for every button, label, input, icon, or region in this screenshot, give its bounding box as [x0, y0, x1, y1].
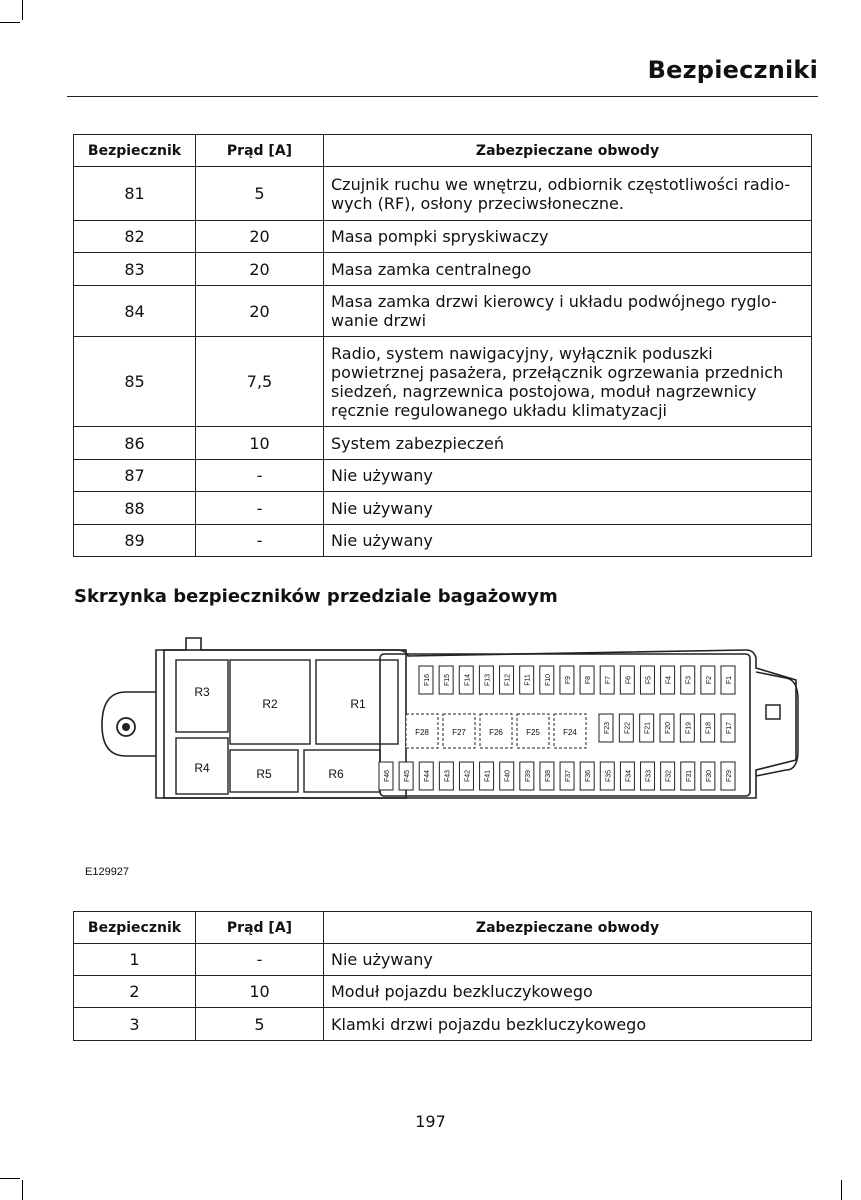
table-row [74, 286, 812, 337]
cell-current: 10 [196, 976, 324, 1008]
fuse-label: F28 [415, 728, 429, 737]
relay-label: R3 [194, 685, 210, 699]
relay-label: R1 [350, 697, 366, 711]
fuse-label: F39 [524, 769, 532, 783]
cell-fuse: 1 [74, 944, 196, 976]
fuse-label: F42 [464, 769, 472, 783]
image-code: E129927 [85, 866, 130, 878]
fuse-label: F46 [384, 769, 391, 783]
fuse-label: F2 [705, 675, 713, 685]
fuse-label: F41 [484, 769, 492, 783]
cell-circuits: Masa zamka drzwi kierowcy i układu podwójnego ryglo- wanie drzwi [324, 286, 812, 337]
cell-fuse: 85 [74, 337, 196, 427]
header-fuse: Bezpiecznik [74, 135, 196, 167]
fuse-label: F23 [604, 721, 611, 735]
fuse-label: F20 [665, 721, 672, 735]
crop-mark [0, 1178, 20, 1179]
fuse-table-interior [73, 134, 812, 557]
cell-current: 20 [196, 253, 324, 286]
fuse-label: F12 [504, 673, 512, 687]
cell-circuits: Nie używany [324, 944, 812, 976]
cell-current: 20 [196, 286, 324, 337]
fuse-table-luggage [73, 911, 812, 1041]
fuse-label: F27 [452, 728, 466, 737]
fuse-label: F25 [526, 728, 540, 737]
header-current: Prąd [A] [196, 135, 324, 167]
fuse-label: F9 [564, 675, 572, 685]
fuse-label: F36 [585, 769, 593, 783]
table-row [74, 944, 812, 976]
table-row [74, 221, 812, 253]
fuse-label: F4 [665, 675, 673, 685]
crop-mark [0, 22, 20, 23]
table-row [74, 253, 812, 286]
cell-current: - [196, 492, 324, 525]
cell-circuits: Nie używany [324, 525, 812, 557]
cell-circuits: Masa zamka centralnego [324, 253, 812, 286]
cell-circuits: Moduł pojazdu bezkluczykowego [324, 976, 812, 1008]
fuse-label: F5 [645, 675, 653, 685]
fuse-label: F6 [625, 675, 633, 685]
cell-circuits: Klamki drzwi pojazdu bezkluczykowego [324, 1008, 812, 1041]
relay-label: R6 [328, 767, 344, 781]
header-circuits: Zabezpieczane obwody [324, 912, 812, 944]
title-divider [67, 96, 818, 97]
table-row [74, 427, 812, 460]
housing-outline [156, 638, 796, 798]
table-header-row [74, 912, 812, 944]
fuse-label: F10 [544, 673, 552, 687]
table-row [74, 976, 812, 1008]
table-row [74, 525, 812, 557]
fuse-label: F21 [644, 721, 652, 735]
page-number: 197 [415, 1112, 446, 1131]
header-circuits: Zabezpieczane obwody [324, 135, 812, 167]
fuse-label: F38 [544, 769, 552, 783]
cell-circuits: Nie używany [324, 460, 812, 492]
table-row [74, 337, 812, 427]
cell-current: 20 [196, 221, 324, 253]
crop-mark [841, 1180, 842, 1200]
fuse-label: F1 [726, 675, 733, 685]
fuse-label: F30 [705, 769, 713, 783]
fuse-label: F45 [404, 769, 412, 783]
cell-fuse: 89 [74, 525, 196, 557]
table-row [74, 167, 812, 221]
cell-fuse: 86 [74, 427, 196, 460]
cell-current: 5 [196, 1008, 324, 1041]
cell-fuse: 84 [74, 286, 196, 337]
fuse-label: F19 [685, 721, 693, 735]
fuse-label: F29 [726, 769, 733, 783]
header-current: Prąd [A] [196, 912, 324, 944]
cell-circuits: Masa pompki spryskiwaczy [324, 221, 812, 253]
table-row [74, 460, 812, 492]
fuse-label: F34 [625, 769, 633, 783]
fuse-label: F3 [685, 675, 693, 685]
crop-mark [22, 0, 23, 20]
fuse-label: F18 [705, 721, 713, 735]
fuse-label: F7 [605, 675, 613, 685]
cell-circuits: Czujnik ruchu we wnętrzu, odbiornik częstotliwości radio- wych (RF), osłony przeciwsłoneczne. [324, 167, 812, 221]
fuse-label: F17 [726, 721, 733, 735]
cell-current: 5 [196, 167, 324, 221]
cell-fuse: 2 [74, 976, 196, 1008]
cell-current: - [196, 460, 324, 492]
table-row [74, 492, 812, 525]
cell-current: - [196, 944, 324, 976]
header-fuse: Bezpiecznik [74, 912, 196, 944]
cell-current: - [196, 525, 324, 557]
fuse-label: F8 [585, 675, 593, 685]
cell-circuits: Nie używany [324, 492, 812, 525]
table-row [74, 1008, 812, 1041]
fuse-label: F37 [565, 769, 573, 783]
cell-fuse: 3 [74, 1008, 196, 1041]
cell-fuse: 87 [74, 460, 196, 492]
fuse-label: F31 [685, 769, 693, 783]
fuse-label: F14 [464, 673, 472, 687]
cell-current: 7,5 [196, 337, 324, 427]
fuse-label: F32 [665, 769, 673, 783]
cell-current: 10 [196, 427, 324, 460]
fuse-label: F26 [489, 728, 503, 737]
fuse-label: F44 [424, 769, 432, 783]
relay-label: R2 [262, 697, 278, 711]
fuse-label: F11 [524, 674, 532, 686]
fuse-label: F33 [645, 769, 653, 783]
fuse-label: F35 [605, 769, 613, 783]
cell-fuse: 88 [74, 492, 196, 525]
relay-label: R4 [194, 761, 210, 775]
fuse-label: F13 [484, 673, 492, 687]
section-heading: Skrzynka bezpieczników przedziale bagażowym [74, 586, 558, 607]
table-header-row [74, 135, 812, 167]
fuse-label: F40 [504, 769, 512, 783]
relay-label: R5 [256, 767, 272, 781]
relay-panel [164, 650, 406, 798]
cell-circuits: System zabezpieczeń [324, 427, 812, 460]
cell-circuits: Radio, system nawigacyjny, wyłącznik poduszki powietrznej pasażera, przełącznik ogrzewania przednich siedzeń, nagrzewnica postojowa, moduł nagrzewnicy ręcznie regulowanego układu klimatyzacji [324, 337, 812, 427]
fuse-label: F24 [563, 728, 577, 737]
fuse-box-diagram [96, 630, 800, 816]
fuse-label: F16 [424, 673, 431, 687]
cell-fuse: 82 [74, 221, 196, 253]
page-title: Bezpieczniki [647, 56, 818, 84]
cell-fuse: 83 [74, 253, 196, 286]
crop-mark [22, 1180, 23, 1200]
cell-fuse: 81 [74, 167, 196, 221]
fuse-label: F22 [624, 721, 632, 735]
fuse-label: F15 [444, 673, 452, 687]
fuse-label: F43 [444, 769, 452, 783]
